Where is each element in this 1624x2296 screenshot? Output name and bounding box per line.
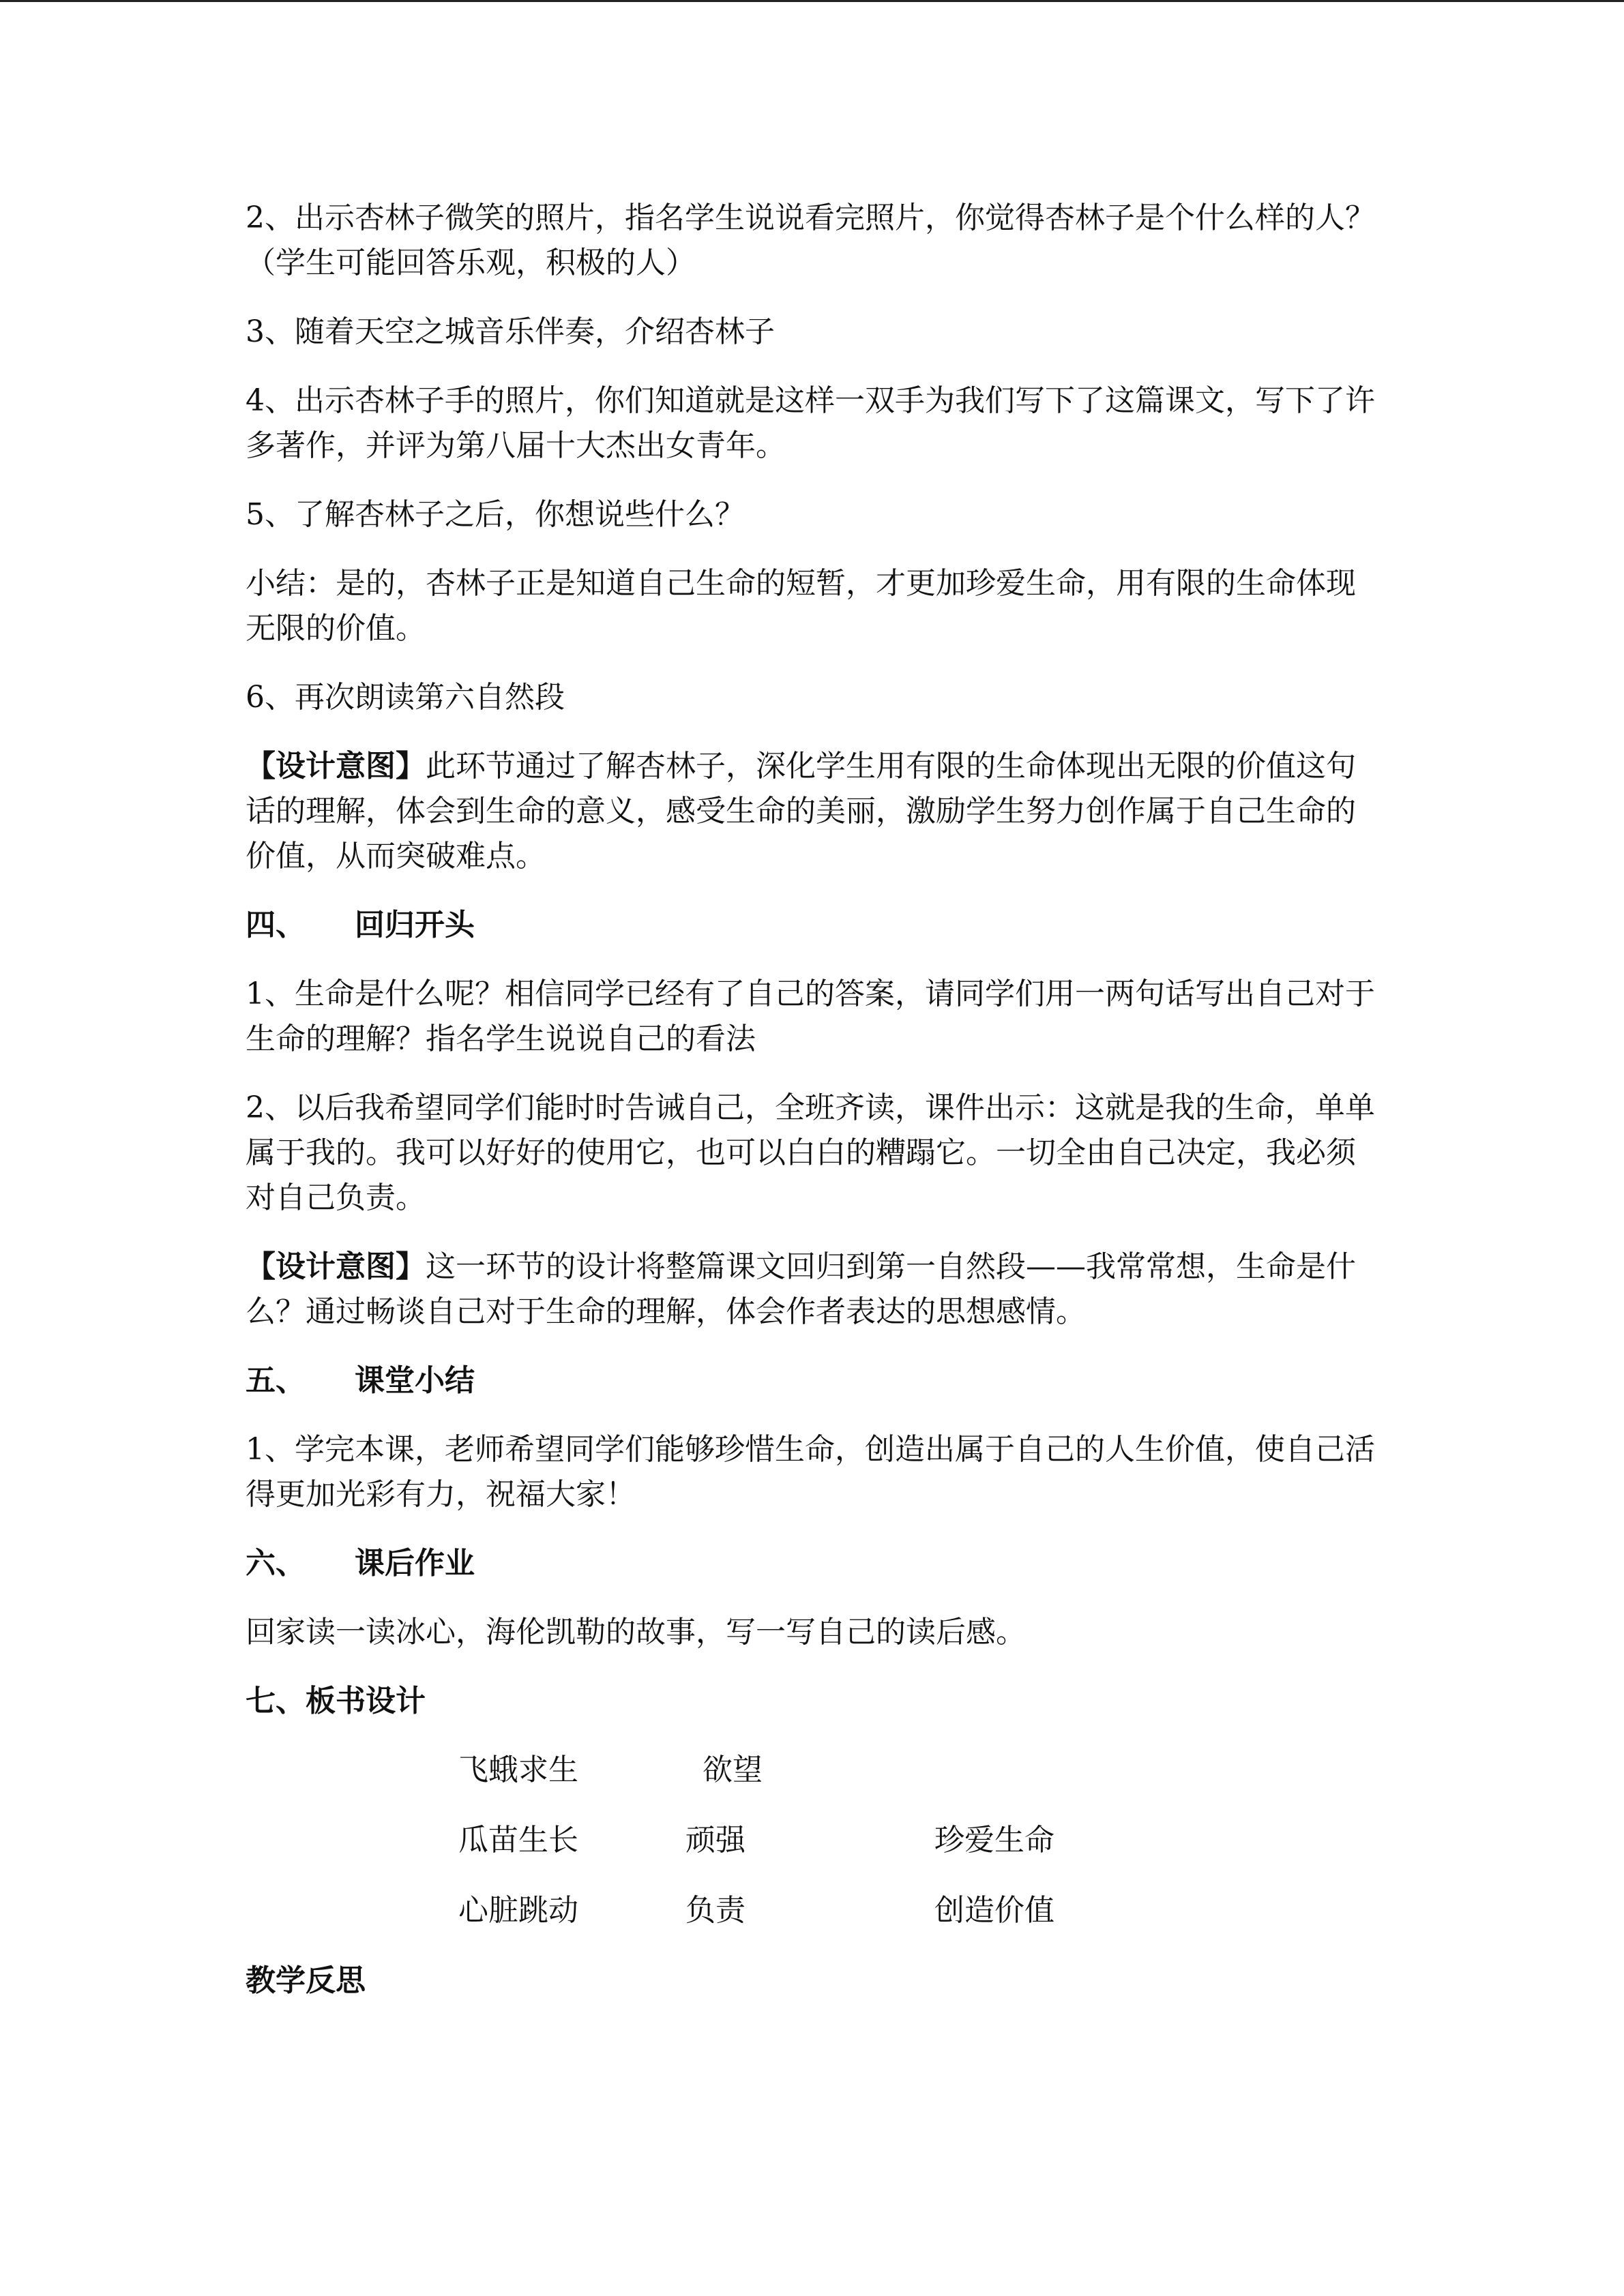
board-cell: 负责 <box>685 1893 745 1928</box>
blackboard-design <box>246 1748 1378 1933</box>
design-intent-paragraph <box>246 1244 1378 1335</box>
paragraph: 4、出示杏林子手的照片，你们知道就是这样一双手为我们写下了这篇课文，写下了许多著作，并评为第八届十大杰出女青年。 <box>246 383 1375 463</box>
section-title: 课后作业 <box>355 1546 475 1581</box>
section-heading-5 <box>246 1358 1378 1403</box>
section-heading-6 <box>246 1541 1378 1586</box>
board-cell: 心脏跳动 <box>458 1893 578 1928</box>
board-cell: 珍爱生命 <box>934 1823 1054 1858</box>
section-title: 课堂小结 <box>355 1363 475 1398</box>
board-row <box>246 1818 1378 1863</box>
board-cell: 创造价值 <box>934 1893 1054 1928</box>
section-heading-7: 七、板书设计 <box>246 1684 426 1718</box>
paragraph: 6、再次朗读第六自然段 <box>246 680 565 715</box>
board-row <box>246 1748 1378 1793</box>
section-number: 六、 <box>246 1546 306 1581</box>
paragraph: 5、了解杏林子之后，你想说些什么？ <box>246 497 745 532</box>
design-intent-label: 【设计意图】 <box>246 1249 426 1284</box>
design-intent-text: 此环节通过了解杏林子，深化学生用有限的生命体现出无限的价值这句话的理解，体会到生命的意义，感受生命的美丽，激励学生努力创作属于自己生命的价值，从而突破难点。 <box>246 749 1356 874</box>
document-page <box>246 196 1378 2027</box>
board-cell: 瓜苗生长 <box>458 1823 578 1858</box>
section-title: 回归开头 <box>355 908 475 942</box>
board-cell: 欲望 <box>703 1753 763 1787</box>
board-row <box>246 1888 1378 1933</box>
page-top-border <box>0 0 1624 2</box>
section-heading-4 <box>246 903 1378 948</box>
board-cell: 飞蛾求生 <box>458 1753 578 1787</box>
design-intent-paragraph <box>246 744 1378 879</box>
design-intent-text: 这一环节的设计将整篇课文回归到第一自然段——我常常想，生命是什么？通过畅谈自己对于生命的理解，体会作者表达的思想感情。 <box>246 1249 1356 1329</box>
section-number: 五、 <box>246 1363 306 1398</box>
paragraph: 2、出示杏林子微笑的照片，指名学生说说看完照片，你觉得杏林子是个什么样的人？（学生可能回答乐观，积极的人） <box>246 200 1375 280</box>
paragraph: 3、随着天空之城音乐伴奏，介绍杏林子 <box>246 314 775 349</box>
paragraph: 1、学完本课，老师希望同学们能够珍惜生命，创造出属于自己的人生价值，使自己活得更加光彩有力，祝福大家！ <box>246 1432 1375 1512</box>
design-intent-label: 【设计意图】 <box>246 749 426 784</box>
board-cell: 顽强 <box>685 1823 745 1858</box>
paragraph: 回家读一读冰心，海伦凯勒的故事，写一写自己的读后感。 <box>246 1615 1026 1650</box>
summary-paragraph: 小结：是的，杏林子正是知道自己生命的短暂，才更加珍爱生命，用有限的生命体现无限的价值。 <box>246 566 1356 646</box>
teaching-reflection-heading: 教学反思 <box>246 1963 366 1998</box>
paragraph: 2、以后我希望同学们能时时告诫自己，全班齐读，课件出示：这就是我的生命，单单属于我的。我可以好好的使用它，也可以白白的糟蹋它。一切全由自己决定，我必须对自己负责。 <box>246 1090 1375 1215</box>
section-number: 四、 <box>246 908 306 942</box>
paragraph: 1、生命是什么呢？相信同学已经有了自己的答案，请同学们用一两句话写出自己对于生命的理解？指名学生说说自己的看法 <box>246 976 1375 1056</box>
